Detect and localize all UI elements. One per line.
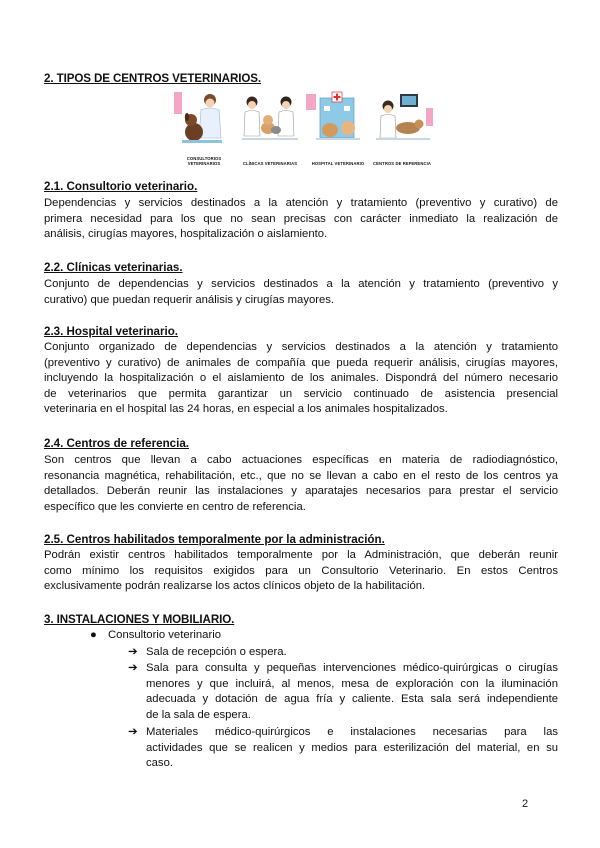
subsection-2-1-title: 2.1. Consultorio veterinario. (44, 180, 198, 193)
subsection-2-3-text: Conjunto organizado de dependencias y servicios destinados a la atención y tratamiento (preventivo y curativo) de animales de compañía que pueda requerir análisis, cirugías mayores, incluyendo la hospitalización o el aislamiento de los animales. Dispondrá del número necesario de veterinarios que permita garantizar un servicio continuado de asistencia presencial veterinaria en el hospital las 24 horas, en especial a los animales hospitalizados. (44, 341, 558, 416)
subsection-2-4-text: Son centros que llevan a cabo actuaciones específicas en materia de radiodiagnóstico, resonancia magnética, rehabilitación, etc., que no se llevan a cabo en el resto de los centros ya detallados. Deberán reunir las instalaciones y aparatajes necesarios para prestar el servicio específico que les convierte en centro de referencia. (44, 454, 558, 513)
section-2-title: 2. TIPOS DE CENTROS VETERINARIOS. (44, 72, 262, 85)
figure-caption-4: CENTROS DE REFERENCIA (373, 161, 431, 166)
arrow-right-icon: ➔ (128, 646, 138, 658)
section-3-title: 3. INSTALACIONES Y MOBILIARIO. (44, 613, 235, 626)
subsection-2-4-title: 2.4. Centros de referencia. (44, 437, 189, 450)
hospital-illustration (306, 90, 370, 166)
subsection-2-2-text: Conjunto de dependencias y servicios destinados a la atención y tratamiento (preventivo y curativo) que puedan requerir análisis y cirugías mayores. (44, 278, 558, 306)
referencia-illustration (370, 90, 434, 166)
ultrasound-exam-icon (370, 90, 434, 156)
bullet-dot-icon: ● (90, 629, 97, 641)
vets-with-cats-icon (238, 90, 302, 156)
vet-with-dog-icon (172, 90, 236, 156)
figure-caption-2: CLÍNICAS VETERINARIAS (242, 161, 298, 166)
figure-caption-3: HOSPITAL VETERINARIO (311, 161, 365, 166)
arrow-right-icon: ➔ (128, 662, 138, 674)
subsection-2-5-title: 2.5. Centros habilitados temporalmente por la administración. (44, 533, 385, 546)
document-page: 2. TIPOS DE CENTROS VETERINARIOS. CONSULTORIOS VETERINARIOS CLÍNICAS VETERINARIAS HOSPITAL VETERINARIO CENTROS DE REFERENCIA 2.1. Consultorio veterinario. Dependencias y servicios destinados a la atención y tratamiento (preventivo y curativo) de primera necesidad para los que no sean precisas con carácter inmediato la realización de análisis, cirugías mayores, hospitalización o aislamiento. 2.2. Clínicas veterinarias. Conjunto de dependencias y servicios destinados a la atención y tratamiento (preventivo y curativo) que puedan requerir análisis y cirugías mayores. 2.3. Hospital veterinario. Conjunto organizado de dependencias y servicios destinados a la atención y tratamiento (preventivo y curativo) de animales de compañía que pueda requerir análisis, cirugías mayores, incluyendo la hospitalización o el aislamiento de los animales. Dispondrá del número necesario de veterinarios que permita garantizar un servicio continuado de asistencia presencial veterinaria en el hospital las 24 horas, en especial a los animales hospitalizados. 2.4. Centros de referencia. Son centros que llevan a cabo actuaciones específicas en materia de radiodiagnóstico, resonancia magnética, rehabilitación, etc., que no se llevan a cabo en el resto de los centros ya detallados. Deberán reunir las instalaciones y aparatajes necesarios para prestar el servicio específico que les convierte en centro de referencia. 2.5. Centros habilitados temporalmente por la administración. Podrán existir centros habilitados temporalmente por la Administración, que deberán reunir como mínimo los requisitos exigidos para un Consultorio Veterinario. En estos Centros exclusivamente podrán realizarse los actos clínicos objeto de la habilitación. 3. INSTALACIONES Y MOBILIARIO. ● Consultorio veterinario ➔ Sala de recepción o espera. ➔ Sala para consulta y pequeñas intervenciones médico-quirúrgicas o cirugías menores y que incluirá, al menos, mesa de exploración con la iluminación adecuada y dotación de agua fría y caliente. Esta sala será independiente de la sala de espera. ➔ Materiales médico-quirúrgicos e instalaciones necesarias para las actividades que se realicen y medios para esterilización del material, en su caso. 2 (44, 72, 558, 810)
subsection-2-2-title: 2.2. Clínicas veterinarias. (44, 261, 183, 274)
center-types-illustration (172, 90, 434, 166)
consultorio-illustration (172, 90, 236, 166)
page-number: 2 (522, 798, 529, 810)
figure-caption-1: CONSULTORIOS VETERINARIOS (186, 156, 222, 166)
subsection-2-5-text: Podrán existir centros habilitados temporalmente por la Administración, que deberán reunir como mínimo los requisitos exigidos para un Consultorio Veterinario. En estos Centros exclusivamente podrán realizarse los actos clínicos objeto de la habilitación. (44, 549, 558, 593)
arrow-right-icon: ➔ (128, 726, 138, 738)
bullet-label: Consultorio veterinario (108, 629, 222, 641)
clinica-illustration (238, 90, 302, 166)
subsection-2-3-title: 2.3. Hospital veterinario. (44, 325, 179, 338)
hospital-building-icon (306, 90, 370, 156)
subsection-2-1-text: Dependencias y servicios destinados a la atención y tratamiento (preventivo y curativo) de primera necesidad para los que no sean precisas con carácter inmediato la realización de análisis, cirugías mayores, hospitalización o aislamiento. (44, 197, 558, 241)
